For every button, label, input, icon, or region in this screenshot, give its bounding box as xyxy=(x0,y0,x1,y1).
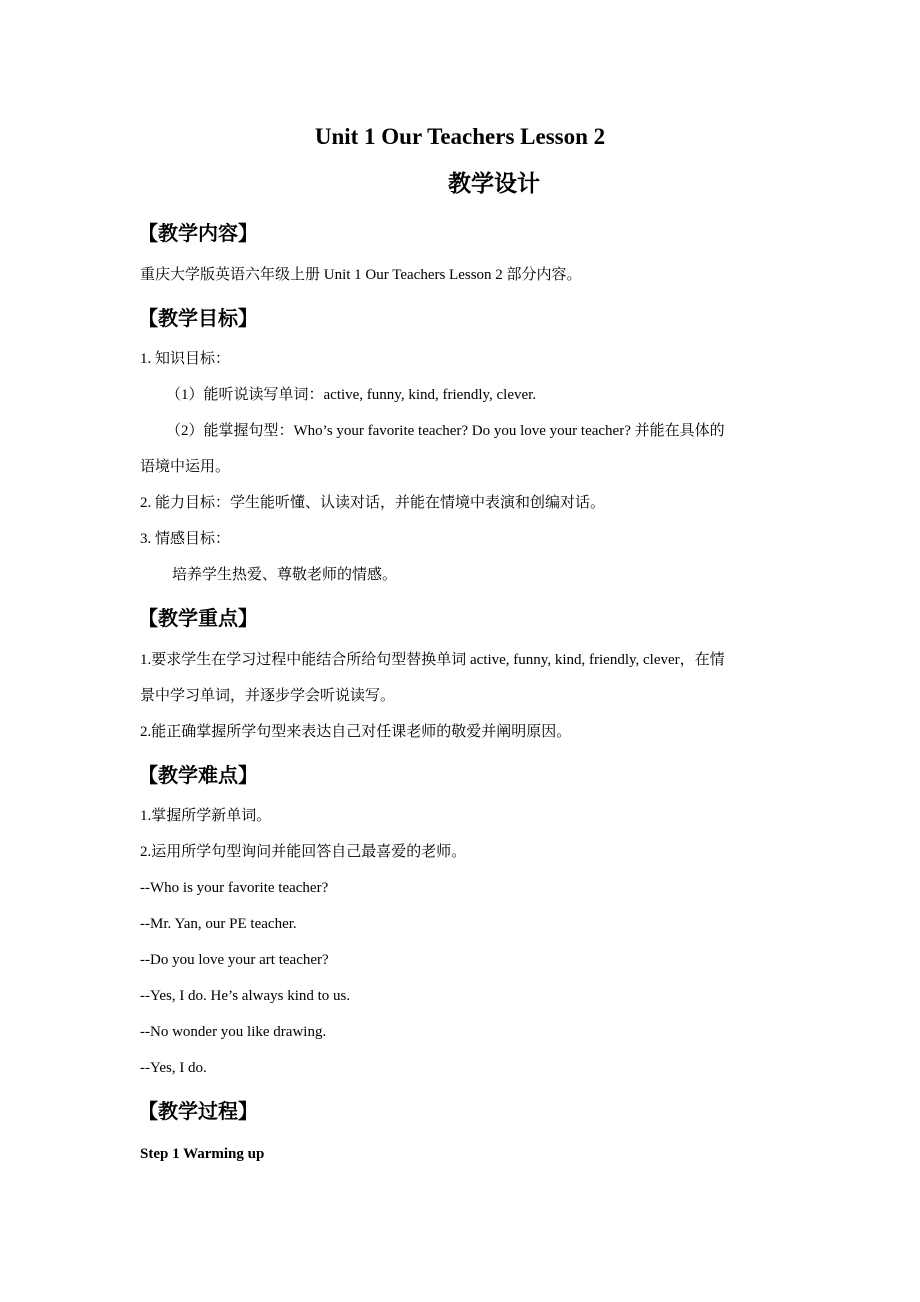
dialogue-line: --Mr. Yan, our PE teacher. xyxy=(140,916,297,932)
dialogue-line: --Yes, I do. xyxy=(140,1060,207,1076)
document-title: Unit 1 Our Teachers Lesson 2 xyxy=(314,124,606,149)
dialogue-line: --Who is your favorite teacher? xyxy=(140,880,329,896)
key-point-line: 2.能正确掌握所学句型来表达自己对任课老师的敬爱并阐明原因。 xyxy=(140,724,572,740)
key-point-line: 景中学习单词，并逐步学会听说读写。 xyxy=(140,688,396,704)
objective-line: （2）能掌握句型：Who’s your favorite teacher? Do you love your teacher? 并能在具体的 xyxy=(166,423,725,439)
objective-line: （1）能听说读写单词：active, funny, kind, friendly, clever. xyxy=(166,387,537,403)
content-line: 重庆大学版英语六年级上册 Unit 1 Our Teachers Lesson 2 部分内容。 xyxy=(140,267,582,283)
key-point-line: 1.要求学生在学习过程中能结合所给句型替换单词 active, funny, kind, friendly, clever，在情 xyxy=(140,652,725,668)
objective-line: 1. 知识目标： xyxy=(140,351,231,367)
section-heading-objectives: 【教学目标】 xyxy=(138,306,258,330)
difficulty-line: 2.运用所学句型询问并能回答自己最喜爱的老师。 xyxy=(140,844,467,860)
section-heading-difficulties: 【教学难点】 xyxy=(138,763,258,787)
difficulty-line: 1.掌握所学新单词。 xyxy=(140,808,272,824)
objective-line: 3. 情感目标： xyxy=(140,531,231,547)
dialogue-line: --Yes, I do. He’s always kind to us. xyxy=(140,988,351,1004)
section-heading-key-points: 【教学重点】 xyxy=(138,606,258,630)
section-heading-content: 【教学内容】 xyxy=(138,221,258,245)
document-subtitle: 教学设计 xyxy=(448,171,540,197)
objective-line: 培养学生热爱、尊敬老师的情感。 xyxy=(172,567,398,583)
section-heading-process: 【教学过程】 xyxy=(138,1099,258,1123)
objective-line: 语境中运用。 xyxy=(140,459,231,475)
objective-line: 2. 能力目标：学生能听懂、认读对话，并能在情境中表演和创编对话。 xyxy=(140,495,606,511)
step-heading: Step 1 Warming up xyxy=(140,1146,265,1162)
dialogue-line: --Do you love your art teacher? xyxy=(140,952,329,968)
dialogue-line: --No wonder you like drawing. xyxy=(140,1024,327,1040)
